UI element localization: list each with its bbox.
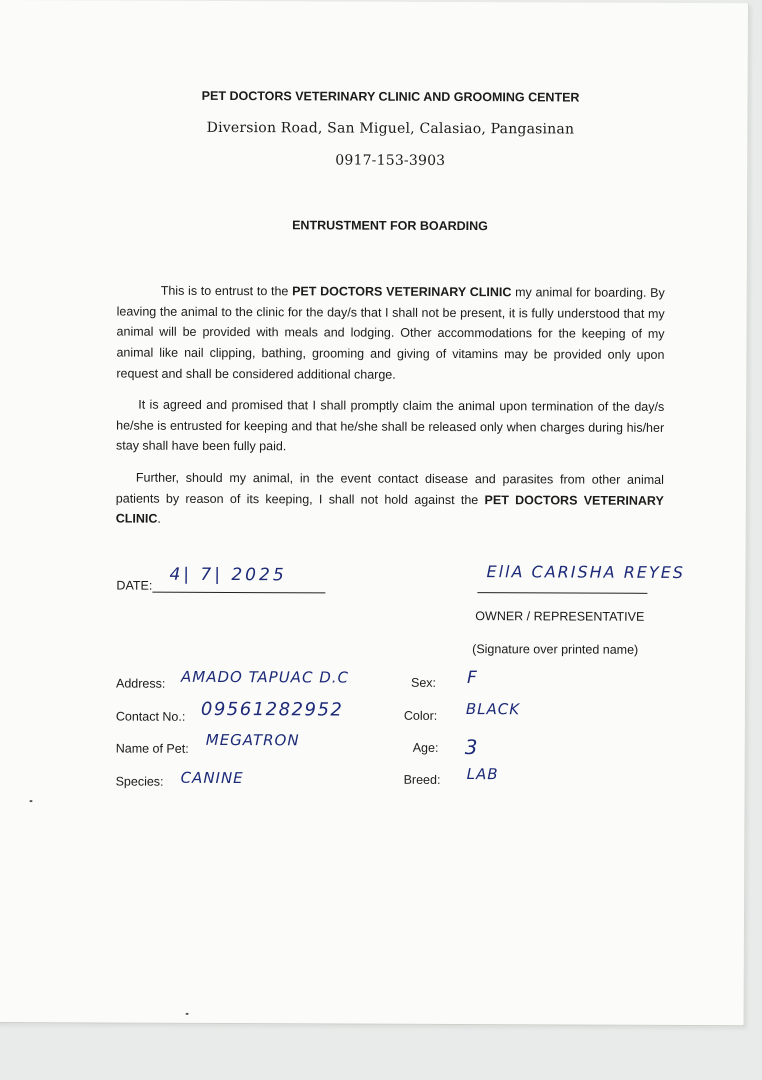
owner-sublabel: (Signature over printed name) xyxy=(472,642,639,657)
date-underline xyxy=(152,592,325,594)
paper-speck xyxy=(186,1013,189,1015)
pet-name-value: MEGATRON xyxy=(205,730,300,750)
species-value: CANINE xyxy=(180,768,244,788)
document-title: ENTRUSTMENT FOR BOARDING xyxy=(292,218,488,234)
sex-label: Sex: xyxy=(410,675,437,690)
date-value: 4| 7| 2025 xyxy=(169,564,287,586)
breed-label: Breed: xyxy=(403,772,441,787)
clinic-phone: 0917-153-3903 xyxy=(335,152,446,169)
signature-underline xyxy=(477,592,647,594)
pet-name-label: Name of Pet: xyxy=(115,741,189,756)
p3-text-b: . xyxy=(157,512,161,527)
color-value: BLACK xyxy=(465,700,521,719)
p1-clinic-name: PET DOCTORS VETERINARY CLINIC xyxy=(292,284,512,300)
clinic-name: PET DOCTORS VETERINARY CLINIC AND GROOMING CENTER xyxy=(201,88,580,105)
paragraph-2: It is agreed and promised that I shall promptly claim the animal upon termination of the day/s he/she is entrusted for keeping and that he/she shall be released only when charges during his/her stay shall have been fully paid. xyxy=(116,397,665,454)
species-label: Species: xyxy=(115,774,164,789)
address-label: Address: xyxy=(115,676,166,691)
p1-text-b: my animal for boarding. By leaving the animal to the clinic for the day/s that I shall not be present, it is fully understood that my animal will be provided with meals and lodging. Other accommodations for the keeping of my animal like nail clipping, bathing, grooming and giving of vitamins may be provided only upon request and shall be considered additional charge. xyxy=(116,285,665,382)
owner-label: OWNER / REPRESENTATIVE xyxy=(475,609,645,624)
owner-signature: EllA CARISHA REYES xyxy=(486,562,686,582)
p1-text-a: This is to entrust to the xyxy=(160,283,293,299)
contact-label: Contact No.: xyxy=(115,709,186,724)
sex-value: F xyxy=(467,668,478,689)
age-value: 3 xyxy=(464,735,479,760)
age-label: Age: xyxy=(412,740,439,755)
address-value: AMADO TAPUAC D.C xyxy=(181,667,350,687)
paragraph-3 xyxy=(116,468,664,532)
clinic-address: Diversion Road, San Miguel, Calasiao, Pangasinan xyxy=(206,119,575,138)
color-label: Color: xyxy=(403,708,438,723)
paragraph-1 xyxy=(116,281,664,387)
paper-speck xyxy=(30,800,33,802)
p3-clinic-name: PET DOCTORS VETERINARY CLINIC xyxy=(115,492,664,527)
contact-value: 09561282952 xyxy=(200,698,344,721)
breed-value: LAB xyxy=(466,765,499,784)
p3-text-a: Further, should my animal, in the event contact disease and parasites from other animal patients by reason of its keeping, I shall not hold against the xyxy=(115,470,664,507)
date-label: DATE: xyxy=(116,578,153,593)
